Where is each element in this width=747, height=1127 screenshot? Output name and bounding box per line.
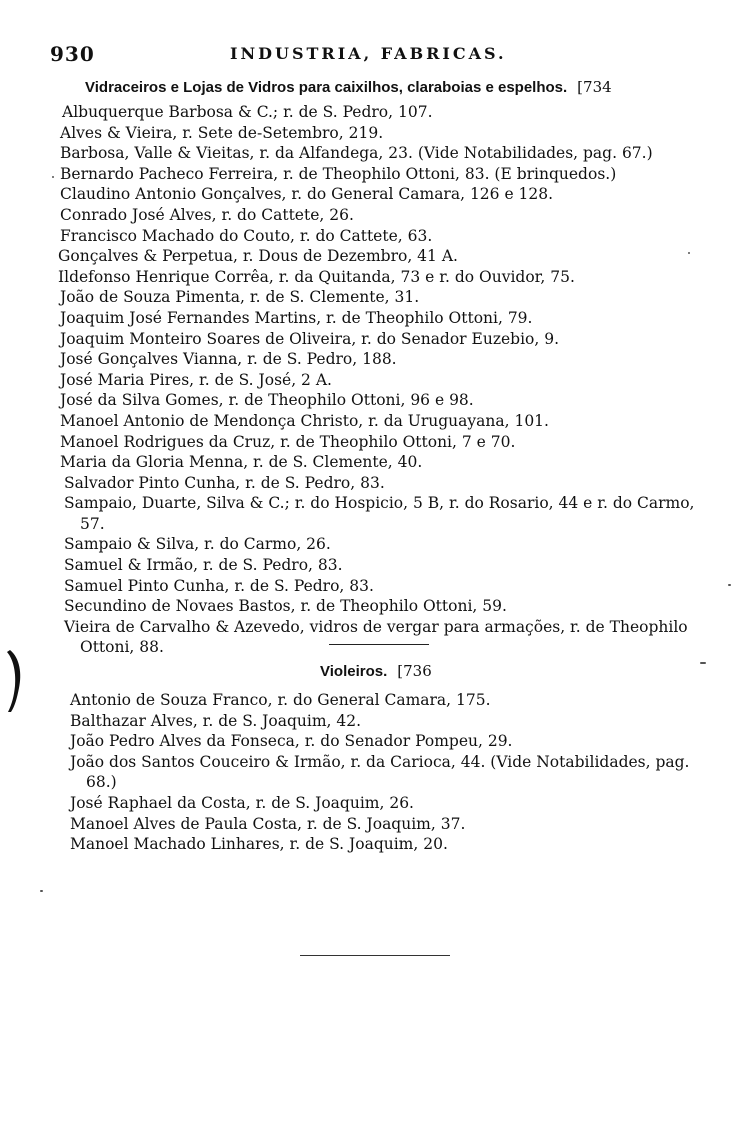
list-item: João de Souza Pimenta, r. de S. Clemente, 31. [60, 288, 420, 307]
running-title: INDUSTRIA, FABRICAS. [230, 44, 507, 63]
section-divider [329, 644, 429, 645]
list-item: Sampaio, Duarte, Silva & C.; r. do Hospicio, 5 B, r. do Rosario, 44 e r. do Carmo, 57. [64, 494, 695, 533]
section-number: [734 [577, 78, 612, 96]
page-number: 930 [50, 42, 95, 66]
scan-speck [688, 252, 690, 254]
scan-speck [700, 662, 706, 664]
list-item: João dos Santos Couceiro & Irmão, r. da Carioca, 44. (Vide Notabilidades, pag. 68.) [70, 752, 690, 792]
list-item: Albuquerque Barbosa & C.; r. de S. Pedro, 107. [62, 103, 433, 121]
list-item: Manoel Machado Linhares, r. de S. Joaquim, 20. [70, 835, 448, 854]
scan-speck [728, 584, 731, 586]
list-item: Ildefonso Henrique Corrêa, r. da Quitanda, 73 e r. do Ouvidor, 75. [58, 267, 575, 286]
list-item: Joaquim José Fernandes Martins, r. de Theophilo Ottoni, 79. [60, 308, 533, 327]
list-item: Samuel Pinto Cunha, r. de S. Pedro, 83. [64, 576, 374, 595]
list-item: Gonçalves & Perpetua, r. Dous de Dezembro, 41 A. [58, 247, 458, 266]
list-item: Vieira de Carvalho & Azevedo, vidros de vergar para armações, r. de Theophilo Ottoni, 88. [64, 617, 688, 657]
list-item: Manoel Alves de Paula Costa, r. de S. Joaquim, 37. [70, 814, 466, 833]
section-title: Vidraceiros e Lojas de Vidros para caixilhos, claraboias e espelhos. [85, 79, 568, 96]
running-head [50, 42, 690, 66]
section-heading-vidraceiros [85, 78, 612, 96]
list-item: Maria da Gloria Menna, r. de S. Clemente, 40. [60, 453, 423, 472]
list-item: Samuel & Irmão, r. de S. Pedro, 83. [64, 556, 343, 575]
section-number: [736 [397, 662, 432, 680]
scan-speck [52, 176, 54, 178]
list-item: João Pedro Alves da Fonseca, r. do Senador Pompeu, 29. [70, 732, 513, 751]
list-item: Claudino Antonio Gonçalves, r. do General Camara, 126 e 128. [60, 185, 554, 204]
list-item: Alves & Vieira, r. Sete de-Setembro, 219. [60, 123, 384, 142]
list-item: José Raphael da Costa, r. de S. Joaquim, 26. [70, 793, 414, 812]
list-item: Balthazar Alves, r. de S. Joaquim, 42. [70, 711, 362, 730]
entry-list-vidraceiros [60, 102, 700, 658]
list-item: Conrado José Alves, r. do Cattete, 26. [60, 205, 354, 224]
list-item: Salvador Pinto Cunha, r. de S. Pedro, 83. [64, 473, 385, 492]
end-ornament-rule [300, 955, 450, 956]
section-title: Violeiros. [320, 663, 388, 680]
section-heading-violeiros [320, 662, 432, 680]
list-item: José da Silva Gomes, r. de Theophilo Ottoni, 96 e 98. [60, 391, 474, 410]
list-item: Secundino de Novaes Bastos, r. de Theophilo Ottoni, 59. [64, 597, 507, 616]
list-item: José Gonçalves Vianna, r. de S. Pedro, 188. [60, 350, 397, 369]
list-item: Francisco Machado do Couto, r. do Cattete, 63. [60, 226, 433, 245]
list-item: Manoel Rodrigues da Cruz, r. de Theophilo Ottoni, 7 e 70. [60, 432, 516, 451]
binding-shadow-mark [6, 648, 26, 714]
entry-list-violeiros [70, 690, 700, 855]
list-item: José Maria Pires, r. de S. José, 2 A. [60, 370, 332, 389]
list-item: Barbosa, Valle & Vieitas, r. da Alfandega, 23. (Vide Notabilidades, pag. 67.) [60, 144, 653, 163]
list-item: Manoel Antonio de Mendonça Christo, r. da Uruguayana, 101. [60, 411, 549, 430]
list-item: Sampaio & Silva, r. do Carmo, 26. [64, 535, 331, 554]
list-item: Joaquim Monteiro Soares de Oliveira, r. do Senador Euzebio, 9. [60, 329, 560, 348]
scan-speck [40, 890, 43, 892]
list-item: Antonio de Souza Franco, r. do General Camara, 175. [70, 691, 491, 709]
list-item: Bernardo Pacheco Ferreira, r. de Theophilo Ottoni, 83. (E brinquedos.) [60, 164, 617, 183]
